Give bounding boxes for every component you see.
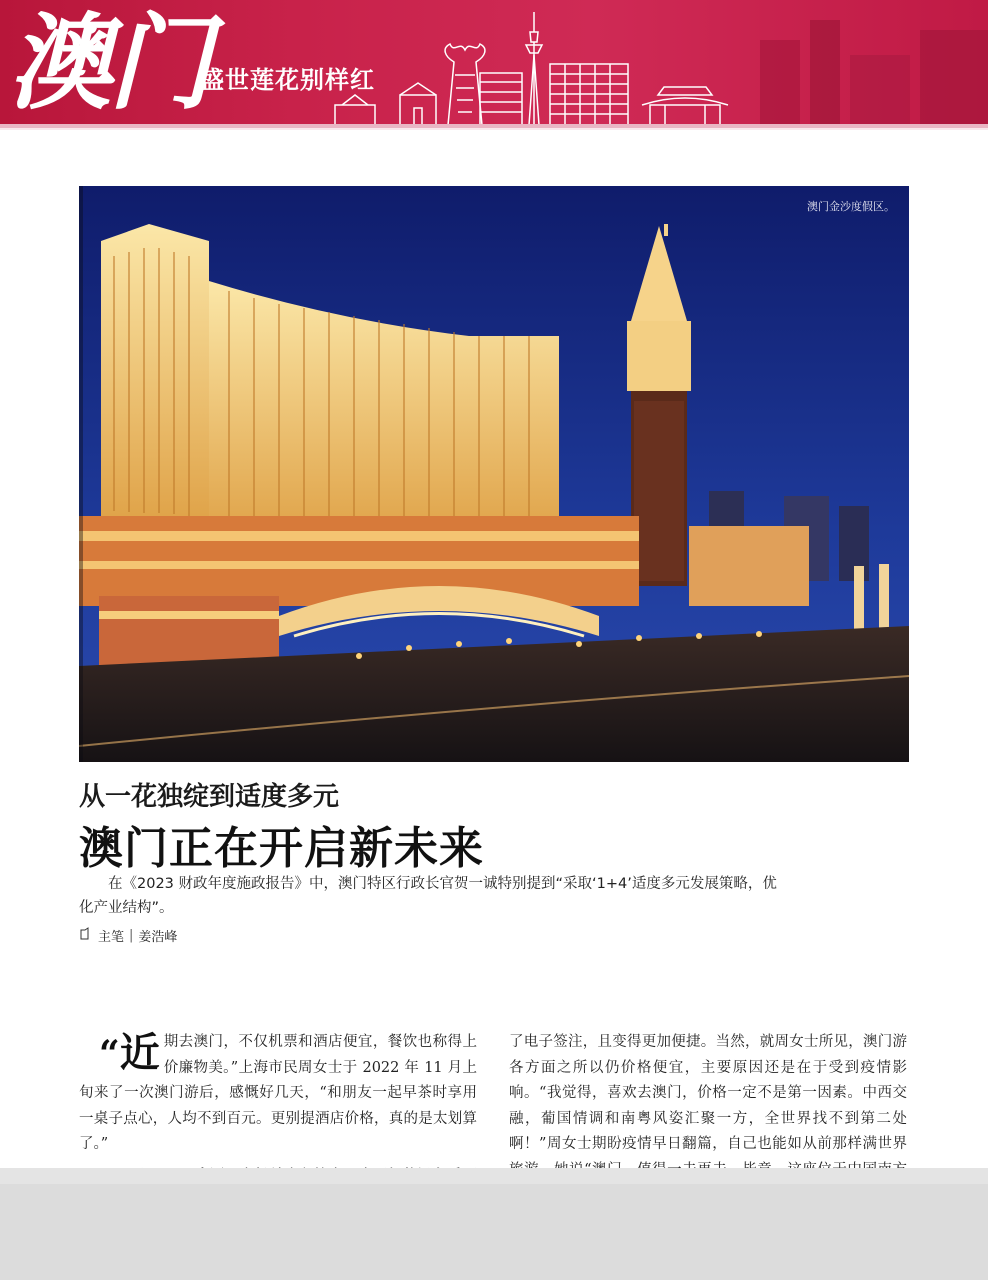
article-kicker: 从一花独绽到适度多元 [79,782,340,812]
venetian-macao-photo [79,186,909,762]
body-paragraph: 了电子签注，且变得更加便捷。当然，就周女士所见，澳门游各方面之所以仍价格便宜，主要原因还是在于受到疫情影响。“我觉得，喜欢去澳门，价格一定不是第一因素。中西交融，葡国情调和南粤风姿汇聚一方，全世界找不到第二处啊！”周女士期盼疫情早日翻篇，自己也能如从前那样满世界 [509,1034,907,1152]
dropcap: “近 [99,1029,160,1076]
photo-illustration [79,186,909,762]
header-banner [0,0,988,130]
body-paragraph [79,1030,477,1158]
macau-logo-text: 澳门 [8,1,209,124]
page-bottom-gray-area [0,1168,988,1280]
article-standfirst: 在《2023 财政年度施政报告》中，澳门特区行政长官贺一诚特别提到“采取‘1+4’适度多元发展策略，优化产业结构”。 [79,876,777,916]
byline-role: 主笔 [98,930,125,945]
article-byline [79,926,177,945]
pen-icon [79,927,93,945]
article-headline: 澳门正在开启新未来 [79,823,484,874]
macau-skyline-illustration [320,0,988,130]
banner-divider [0,128,988,130]
byline-author: 姜浩峰 [138,930,178,945]
banner-slogan: 盛世莲花别样红 [200,66,375,94]
byline-separator: | [129,928,134,943]
photo-caption: 澳门金沙度假区。 [807,200,895,213]
body-text: 期去澳门，不仅机票和酒店便宜，餐饮也称得上价廉物美。”上海市民周女士于 2022 年 11 月上旬来了一次澳门游后，感慨好几天，“和朋友一起早茶时享用一桌子点心，人均不到百元。更别提酒店价格，真的是太划算了。” [79,1034,477,1152]
